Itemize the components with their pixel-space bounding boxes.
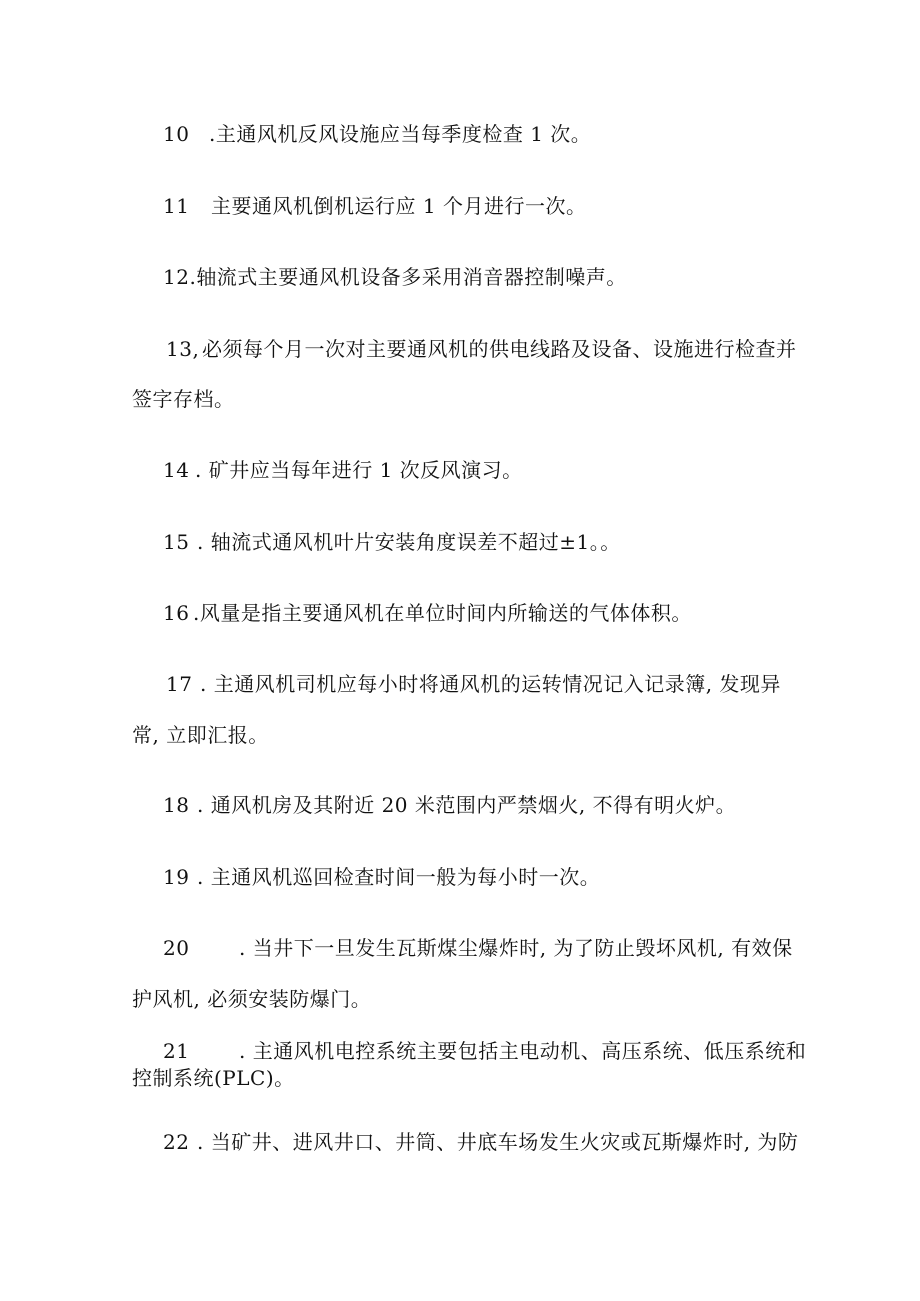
item-number: 10 — [163, 122, 190, 146]
item-number: 21 — [163, 1039, 190, 1063]
list-item-17 — [166, 674, 781, 694]
item-text: .风量是指主要通风机在单位时间内所输送的气体体积。 — [193, 601, 692, 625]
item-text: . 主通风机司机应每小时将通风机的运转情况记入记录簿, 发现异 — [200, 672, 781, 696]
item-text: .主通风机反风设施应当每季度检查 1 次。 — [209, 122, 592, 146]
item-number: 19 — [163, 865, 190, 889]
item-text: 轴流式主要通风机设备多采用消音器控制噪声。 — [196, 265, 627, 289]
item-number: 12. — [163, 265, 197, 289]
item-text: . 矿井应当每年进行 1 次反风演习。 — [195, 458, 523, 482]
item-text: . 通风机房及其附近 20 米范围内严禁烟火, 不得有明火炉。 — [197, 793, 737, 817]
item-text: . 当矿井、进风井口、井筒、井底车场发生火灾或瓦斯爆炸时, 为防 — [197, 1130, 799, 1154]
item-number: 13, — [166, 337, 200, 361]
item-text: . 主通风机电控系统主要包括主电动机、高压系统、低压系统和 — [239, 1039, 807, 1063]
list-item-13-continuation: 签字存档。 — [132, 387, 235, 411]
item-number: 15 — [163, 530, 190, 554]
item-number: 16 — [163, 601, 190, 625]
list-item-18 — [163, 795, 736, 815]
item-text: . 轴流式通风机叶片安装角度误差不超过±1。。 — [197, 530, 621, 554]
list-item-15 — [163, 532, 621, 552]
list-item-19 — [163, 867, 600, 887]
list-item-21 — [163, 1041, 806, 1061]
item-number: 18 — [163, 793, 190, 817]
item-text: . 主通风机巡回检查时间一般为每小时一次。 — [197, 865, 601, 889]
list-item-13 — [166, 339, 797, 359]
item-text: 必须每个月一次对主要通风机的供电线路及设备、设施进行检查并 — [202, 337, 797, 361]
list-item-11 — [163, 196, 586, 216]
item-text: . 当井下一旦发生瓦斯煤尘爆炸时, 为了防止毁坏风机, 有效保 — [239, 936, 793, 960]
item-number: 20 — [163, 936, 190, 960]
item-number: 22 — [163, 1130, 190, 1154]
list-item-20-continuation: 护风机, 必须安装防爆门。 — [132, 987, 372, 1011]
list-item-12 — [163, 267, 627, 287]
list-item-17-continuation: 常, 立即汇报。 — [132, 723, 269, 747]
item-number: 17 — [166, 672, 193, 696]
list-item-22 — [163, 1132, 798, 1152]
item-text: 主要通风机倒机运行应 1 个月进行一次。 — [211, 194, 587, 218]
list-item-20 — [163, 938, 793, 958]
list-item-14 — [163, 460, 523, 480]
list-item-21-continuation: 控制系统(PLC)。 — [132, 1066, 295, 1090]
list-item-16 — [163, 603, 692, 623]
item-number: 14 — [163, 458, 190, 482]
item-number: 11 — [163, 194, 190, 218]
list-item-10 — [163, 124, 591, 144]
